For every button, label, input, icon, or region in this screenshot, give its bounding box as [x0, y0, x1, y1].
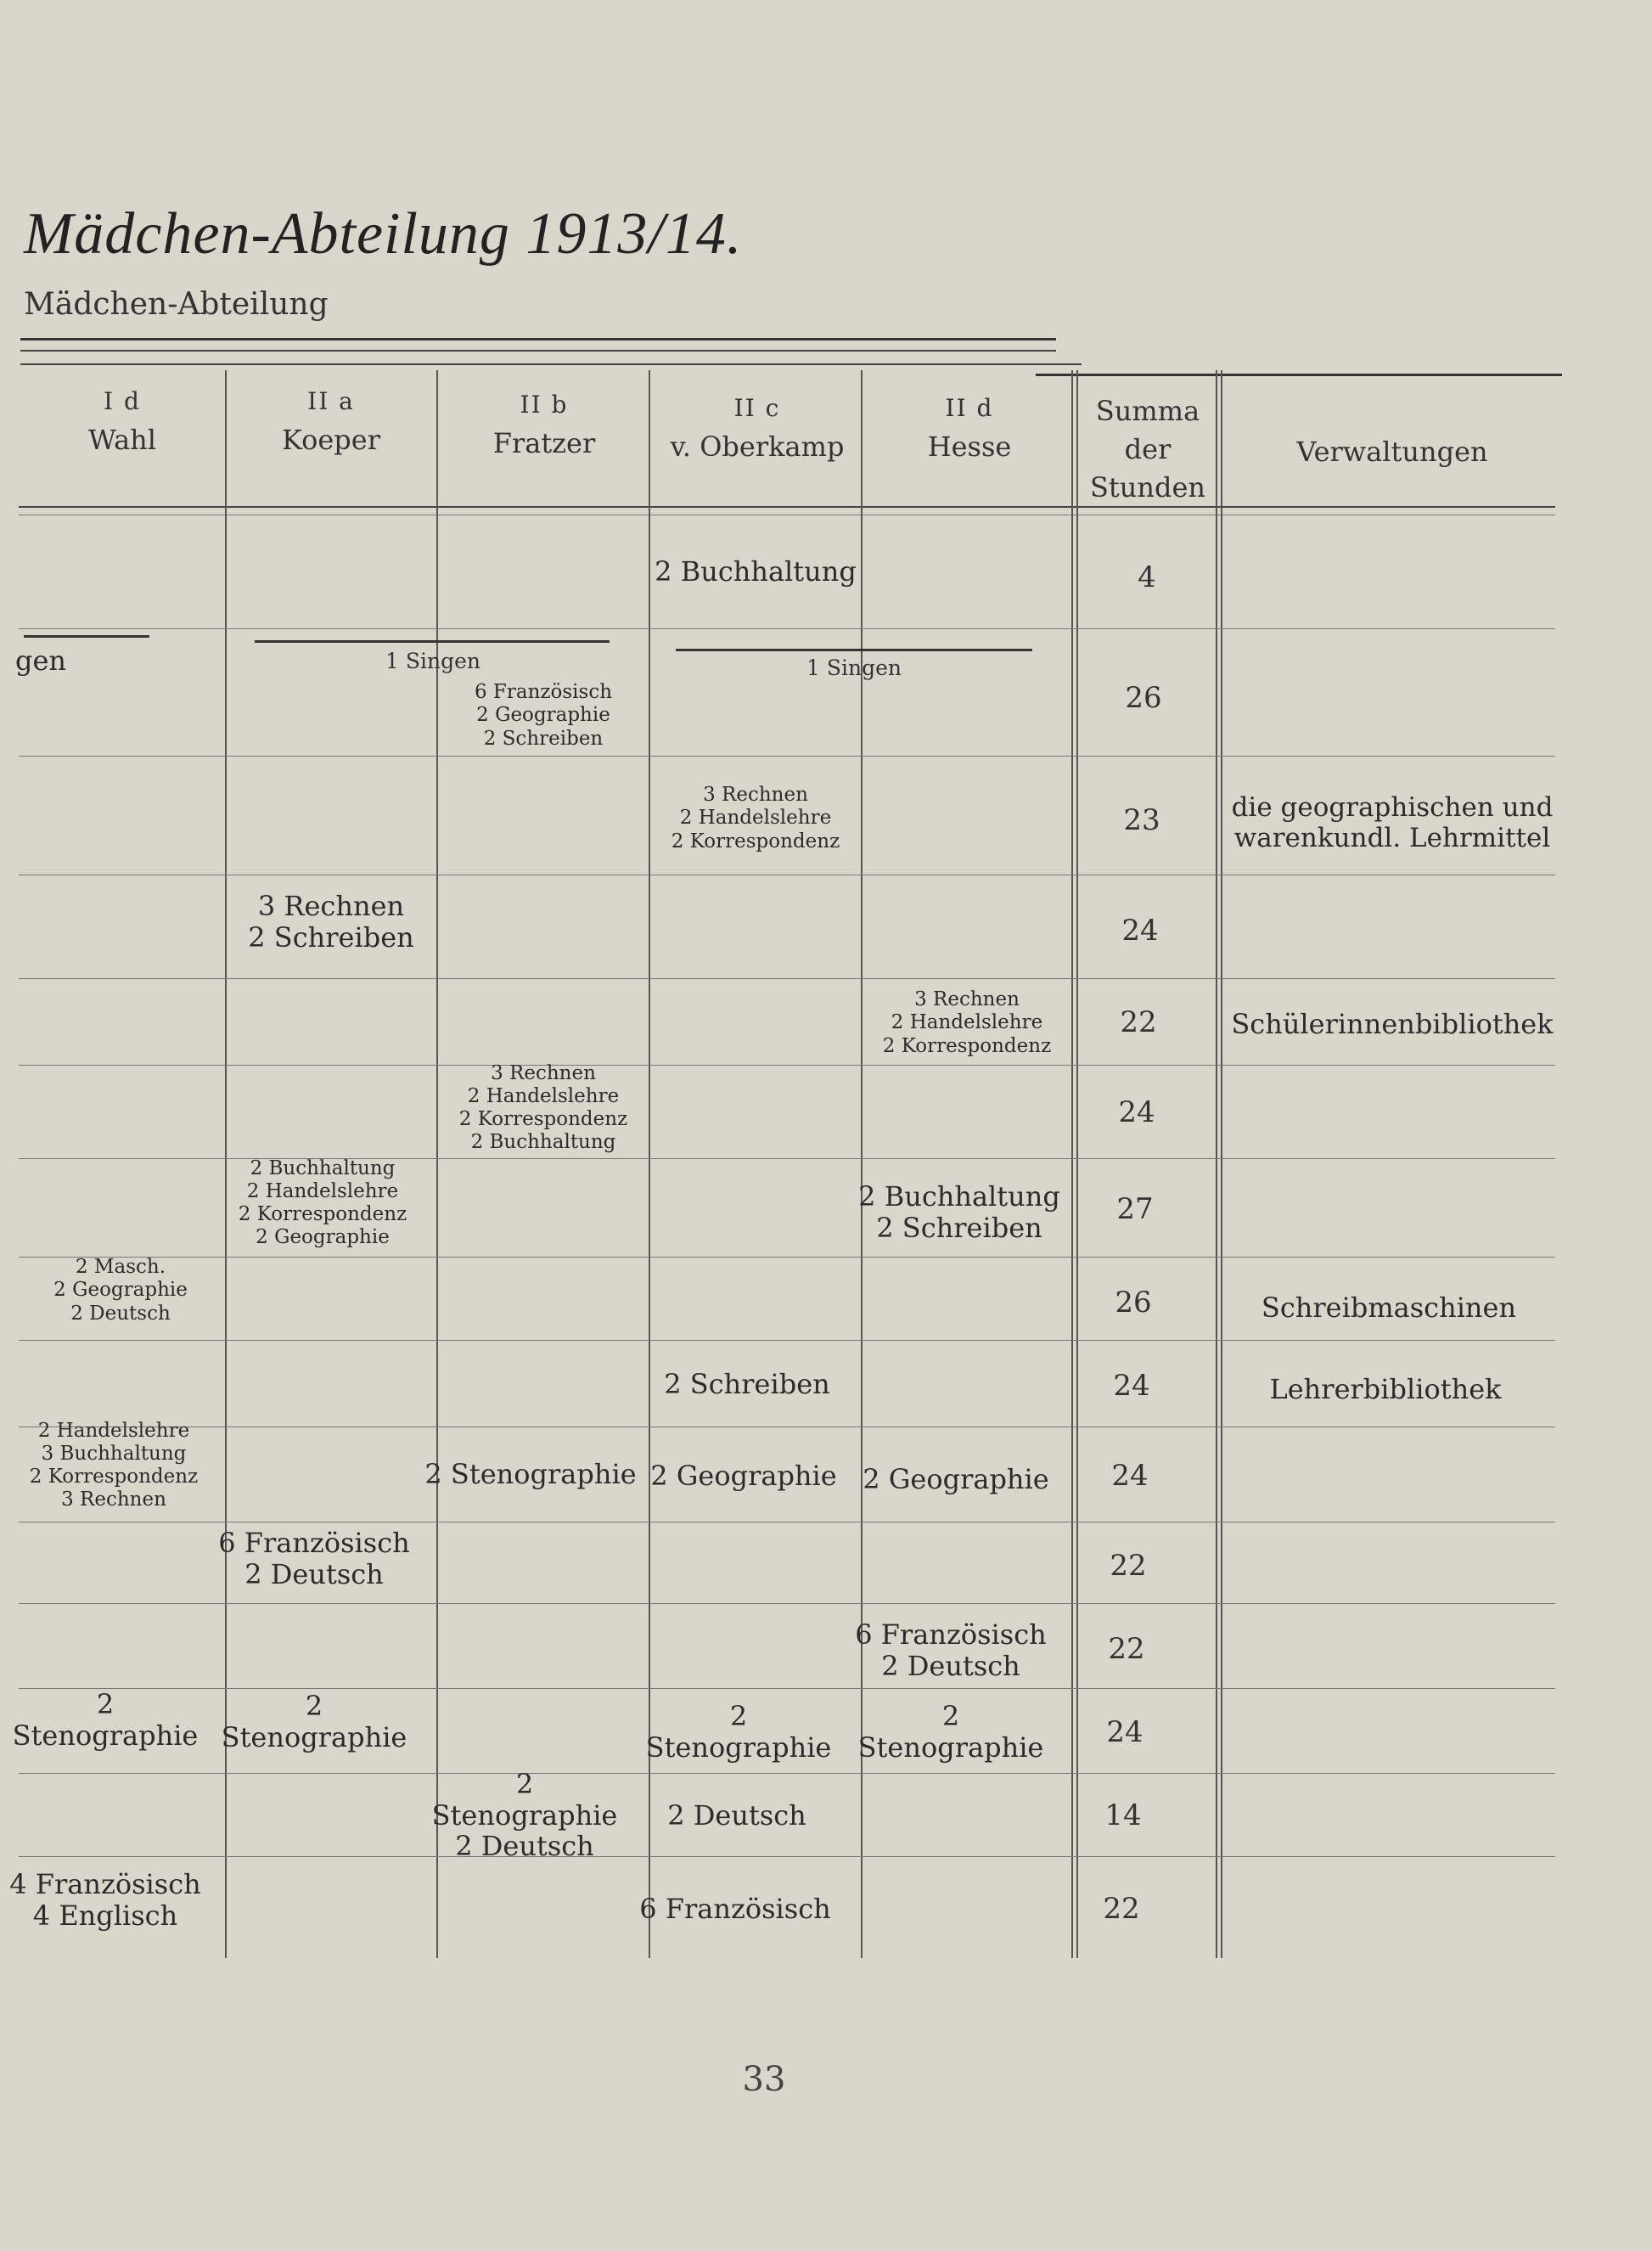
cell-r3-iic [650, 779, 861, 858]
sum-r7: 27 [1116, 1192, 1154, 1226]
header-iia-class: II a [307, 387, 355, 415]
column-rule [436, 370, 438, 1958]
cell-r14-iic: 2 Deutsch [667, 1798, 806, 1832]
singen-label-a: 1 Singen [385, 649, 480, 673]
cell-r10-id-text: 2 Handelslehre 3 Buchhaltung 2 Korrespondenz 3 Rechnen [29, 1419, 199, 1511]
cell-r8-verw: Schreibmaschinen [1261, 1291, 1517, 1324]
cell-r13-iid: 2 Stenographie [857, 1700, 1044, 1764]
cell-r10-iib: 2 Stenographie [424, 1457, 637, 1490]
cell-r15-id [0, 1865, 211, 1936]
header-summa: Summa der Stunden [1089, 395, 1206, 504]
header-top-rule [20, 363, 1082, 365]
header-iic-class: II c [733, 394, 781, 422]
cell-r1-iic: 2 Buchhaltung [655, 554, 857, 588]
row-rule [19, 1688, 1555, 1689]
row-rule [19, 1603, 1555, 1604]
column-rule [1216, 370, 1217, 1958]
header-iid-class: II d [945, 394, 994, 422]
cell-r5-verw: Schülerinnenbibliothek [1231, 1007, 1554, 1040]
cell-r8-id [15, 1255, 226, 1326]
sum-r11: 22 [1110, 1549, 1147, 1583]
title-rule [20, 338, 1056, 340]
header-iic [652, 391, 863, 467]
row-rule [19, 1257, 1555, 1258]
header-iia [226, 384, 436, 460]
cell-r11-iia-text: 6 Französisch 2 Deutsch [218, 1527, 410, 1590]
cell-r15-id-text: 4 Französisch 4 Englisch [9, 1868, 201, 1932]
cell-r14-iib [419, 1767, 630, 1863]
id-brace [24, 635, 149, 638]
cell-r10-id [8, 1418, 219, 1513]
header-id [20, 384, 224, 460]
cell-r12-iid [846, 1617, 1056, 1685]
sum-r4: 24 [1121, 914, 1159, 948]
header-id-teacher: Wahl [87, 424, 157, 456]
row-rule [19, 1065, 1555, 1066]
page-number: 33 [742, 2060, 786, 2099]
sum-r6: 24 [1118, 1095, 1155, 1129]
column-rule [1221, 370, 1222, 1958]
header-bottom-rule [19, 506, 1555, 508]
row-rule [19, 756, 1555, 757]
cell-r4-iia-text: 3 Rechnen 2 Schreiben [248, 890, 414, 954]
header-iid [864, 391, 1075, 467]
row-rule [19, 1340, 1555, 1341]
cell-r2-iib [438, 679, 649, 752]
header-iib [438, 387, 650, 464]
header-verwaltungen: Verwaltungen [1296, 436, 1488, 468]
row-rule [19, 628, 1555, 629]
sum-r14: 14 [1104, 1798, 1142, 1832]
cell-r5-iid [863, 985, 1071, 1061]
cell-r7-iid [854, 1179, 1065, 1246]
sum-r1: 4 [1138, 560, 1156, 594]
cell-r11-iia [209, 1523, 419, 1595]
cell-r10-iic: 2 Geographie [650, 1459, 837, 1492]
cell-r4-iia [226, 888, 436, 956]
sum-r2: 26 [1125, 681, 1162, 715]
title-rule [20, 350, 1056, 352]
row-rule [19, 1856, 1555, 1857]
cell-r9-verw: Lehrerbibliothek [1269, 1372, 1502, 1405]
page-title: Mädchen-Abteilung 1913/14. [24, 201, 743, 267]
sum-r10: 24 [1111, 1459, 1149, 1493]
cell-r6-iib-text: 3 Rechnen 2 Handelslehre 2 Korrespondenz 2 Buchhaltung [458, 1061, 628, 1154]
sum-r12: 22 [1108, 1632, 1145, 1666]
sum-r3: 23 [1123, 803, 1160, 837]
cell-r12-iid-text: 6 Französisch 2 Deutsch [855, 1618, 1047, 1682]
cell-r15-iic: 6 Französisch [639, 1892, 831, 1925]
header-iid-teacher: Hesse [927, 431, 1012, 463]
singen-brace-a [255, 640, 610, 643]
cell-r3-verw [1222, 788, 1562, 859]
header-iia-teacher: Koeper [282, 424, 380, 456]
cell-r2-id: gen [15, 644, 67, 677]
cell-r9-iic: 2 Schreiben [664, 1367, 830, 1400]
page-subtitle: Mädchen-Abteilung [24, 287, 329, 322]
cell-r13-iic: 2 Stenographie [645, 1700, 832, 1764]
header-iic-teacher: v. Oberkamp [670, 431, 845, 463]
cell-r2-iib-text: 6 Französisch 2 Geographie 2 Schreiben [474, 681, 613, 750]
header-iib-class: II b [520, 391, 569, 419]
header-iib-teacher: Fratzer [492, 427, 596, 459]
sum-r15: 22 [1103, 1892, 1140, 1926]
singen-brace-b [676, 649, 1032, 651]
cell-r6-iib [438, 1061, 649, 1155]
cell-r8-id-text: 2 Masch. 2 Geographie 2 Deutsch [53, 1256, 188, 1325]
cell-r3-iic-text: 3 Rechnen 2 Handelslehre 2 Korrespondenz [671, 784, 840, 853]
cell-r13-id: 2 Stenographie [12, 1688, 199, 1752]
singen-label-b: 1 Singen [806, 656, 902, 680]
row-rule [19, 978, 1555, 979]
cell-r7-iia [217, 1156, 428, 1250]
cell-r7-iia-text: 2 Buchhaltung 2 Handelslehre 2 Korrespondenz 2 Geographie [238, 1156, 407, 1249]
sum-r5: 22 [1120, 1005, 1157, 1039]
sum-r13: 24 [1106, 1715, 1143, 1749]
header-id-class: I d [104, 387, 141, 415]
cell-r5-iid-text: 3 Rechnen 2 Handelslehre 2 Korrespondenz [882, 988, 1052, 1057]
sum-r9: 24 [1113, 1369, 1150, 1403]
cell-r7-iid-text: 2 Buchhaltung 2 Schreiben [858, 1180, 1060, 1244]
header-top-rule [1036, 374, 1562, 376]
cell-r14-iib-text: 2 Stenographie 2 Deutsch [431, 1767, 618, 1863]
cell-r10-iid: 2 Geographie [863, 1462, 1049, 1495]
row-rule [19, 1773, 1555, 1774]
cell-r3-verw-text: die geographischen und warenkundl. Lehrmittel [1231, 792, 1554, 853]
cell-r13-iia: 2 Stenographie [221, 1690, 407, 1753]
sum-r8: 26 [1115, 1286, 1152, 1320]
